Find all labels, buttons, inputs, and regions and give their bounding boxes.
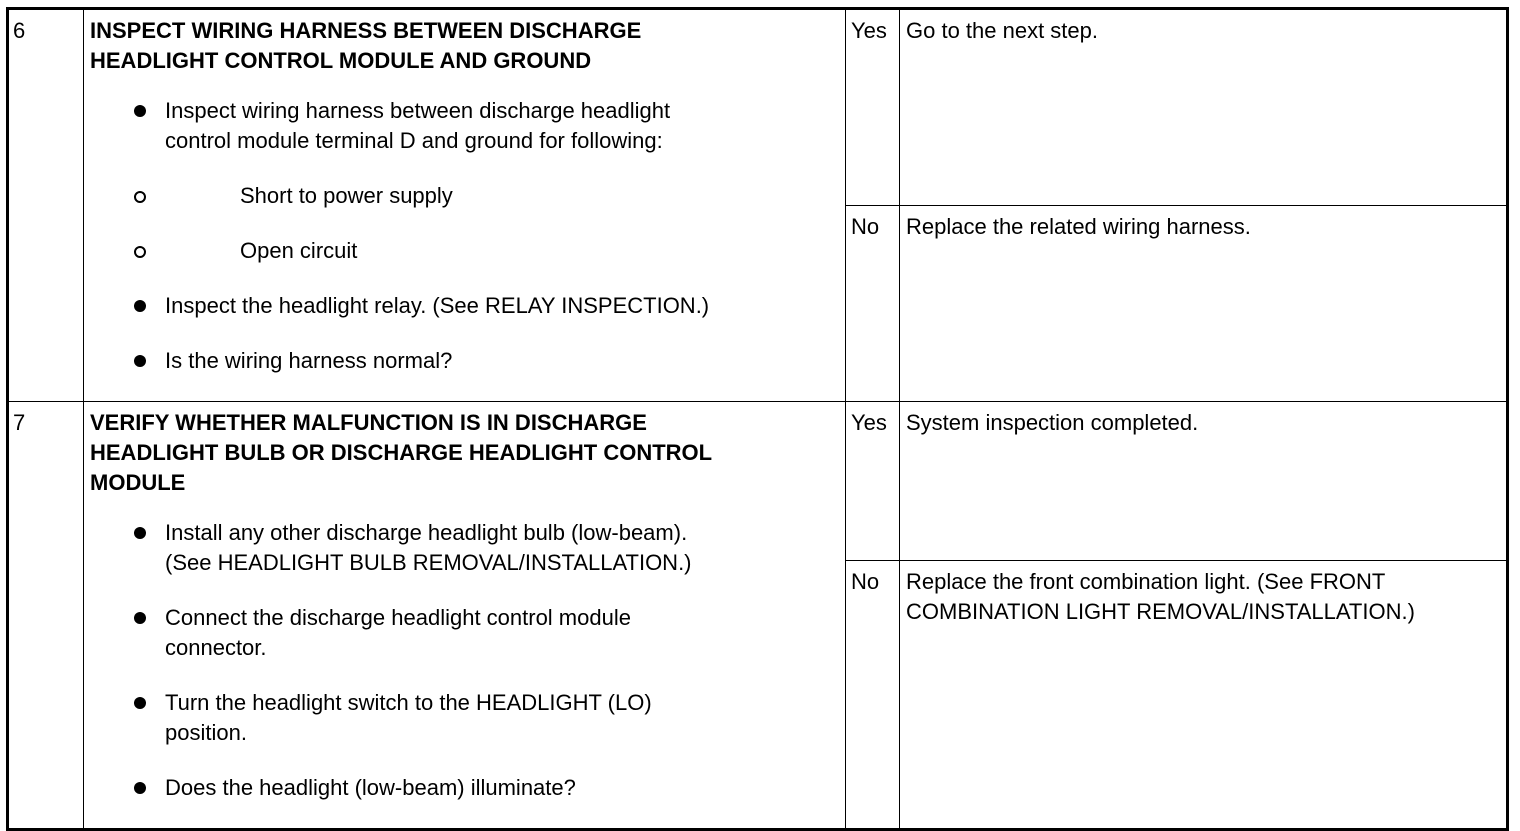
yes-action <box>900 402 1508 561</box>
yes-label: Yes <box>846 402 900 561</box>
heading-line: INSPECT WIRING HARNESS BETWEEN DISCHARGE <box>90 18 642 43</box>
bullet-line: Connect the discharge headlight control module <box>165 605 631 630</box>
bullet-line: Install any other discharge headlight bulb (low-beam). <box>165 520 688 545</box>
yes-label: Yes <box>846 9 900 206</box>
inspection-bullets <box>90 518 839 803</box>
sub-bullet-item <box>90 181 839 211</box>
action-line: System inspection completed. <box>906 410 1199 435</box>
bullet-item <box>90 346 839 376</box>
bullet-item <box>90 773 839 803</box>
no-label: No <box>846 560 900 829</box>
step-number: 6 <box>8 9 84 402</box>
bullet-line: Turn the headlight switch to the HEADLIGHT (LO) <box>165 690 652 715</box>
heading-line: HEADLIGHT CONTROL MODULE AND GROUND <box>90 48 592 73</box>
bullet-item <box>90 688 839 748</box>
sub-bullet-text: Short to power supply <box>240 183 453 208</box>
step-row <box>8 9 1508 206</box>
bullet-line: Is the wiring harness normal? <box>165 348 453 373</box>
yes-action <box>900 9 1508 206</box>
inspection-bullets <box>90 96 839 376</box>
no-action <box>900 560 1508 829</box>
bullet-item <box>90 96 839 266</box>
step-number: 7 <box>8 402 84 830</box>
step-row <box>8 402 1508 561</box>
inspection-cell <box>84 9 846 402</box>
bullet-line: control module terminal D and ground for following: <box>165 128 663 153</box>
bullet-item <box>90 603 839 663</box>
heading-line: HEADLIGHT BULB OR DISCHARGE HEADLIGHT CONTROL <box>90 440 713 465</box>
bullet-line: (See HEADLIGHT BULB REMOVAL/INSTALLATION.) <box>165 550 692 575</box>
sub-bullets <box>90 181 839 266</box>
bullet-item <box>90 291 839 321</box>
no-label: No <box>846 205 900 402</box>
heading-line: VERIFY WHETHER MALFUNCTION IS IN DISCHARGE <box>90 410 647 435</box>
inspection-cell <box>84 402 846 830</box>
bullet-item <box>90 518 839 578</box>
no-action <box>900 205 1508 402</box>
sub-bullet-text: Open circuit <box>240 238 358 263</box>
action-line: COMBINATION LIGHT REMOVAL/INSTALLATION.) <box>906 598 1415 624</box>
heading-line: MODULE <box>90 470 186 495</box>
procedure-table <box>6 7 1509 831</box>
action-line: Replace the related wiring harness. <box>906 213 1251 239</box>
action-line: Go to the next step. <box>906 18 1099 43</box>
bullet-line: connector. <box>165 635 267 660</box>
bullet-line: Inspect the headlight relay. (See RELAY INSPECTION.) <box>165 293 710 318</box>
step-heading <box>90 408 839 498</box>
action-line: Replace the front combination light. (See FRONT <box>906 568 1386 594</box>
step-heading <box>90 16 839 76</box>
bullet-line: position. <box>165 720 247 745</box>
bullet-line: Inspect wiring harness between discharge headlight <box>165 98 671 123</box>
bullet-line: Does the headlight (low-beam) illuminate? <box>165 775 576 800</box>
sub-bullet-item <box>90 236 839 266</box>
